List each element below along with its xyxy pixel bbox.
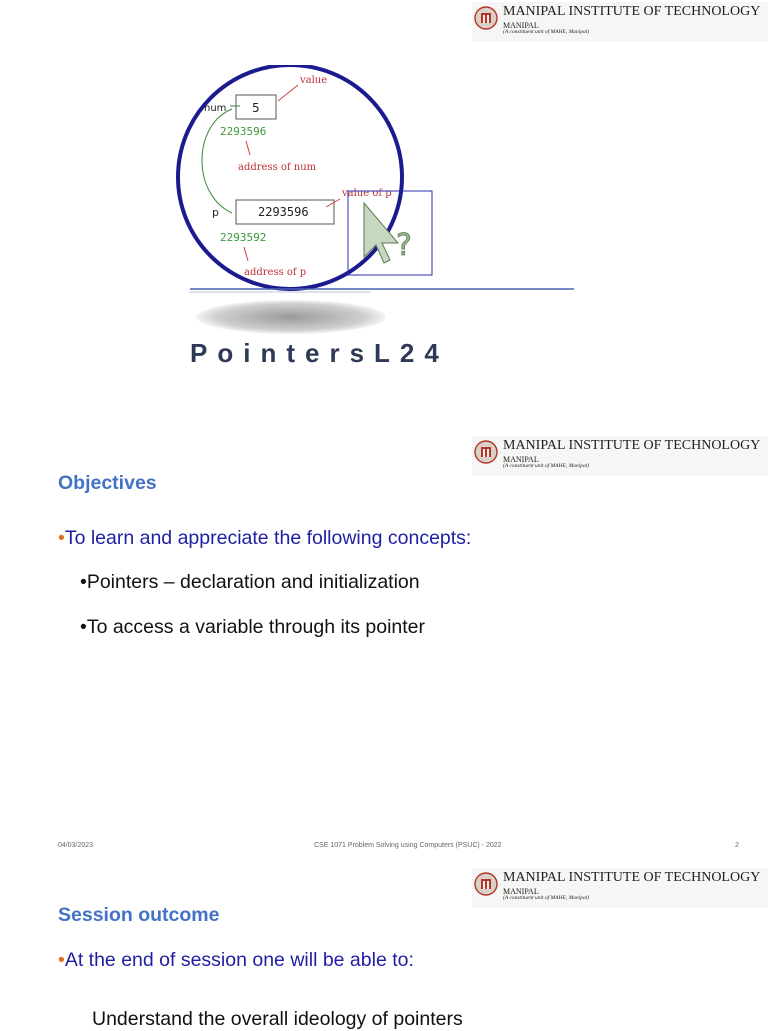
bullet-dot: • xyxy=(58,949,65,971)
institute-emblem-icon xyxy=(474,440,498,464)
address-of-p-label: address of p xyxy=(244,267,307,278)
bullet-dot: • xyxy=(58,527,65,549)
objective-text: Pointers – declaration and initialization xyxy=(86,571,420,593)
svg-text:?: ? xyxy=(396,228,412,263)
pointer-diagram xyxy=(170,65,590,295)
num-address: 2293596 xyxy=(220,125,267,138)
institute-emblem-icon xyxy=(474,6,498,30)
title-shadow xyxy=(196,300,386,334)
session-outcome-heading: Session outcome xyxy=(58,904,220,926)
logo-title: MANIPAL INSTITUTE OF TECHNOLOGY xyxy=(503,4,761,19)
p-label: p xyxy=(212,206,219,219)
num-value: 5 xyxy=(252,101,260,115)
num-label: num xyxy=(204,103,227,114)
logo-subtitle: MANIPAL xyxy=(503,887,539,896)
logo-title: MANIPAL INSTITUTE OF TECHNOLOGY xyxy=(503,438,761,453)
session-outcome-bullet xyxy=(58,949,414,972)
logo-title: MANIPAL INSTITUTE OF TECHNOLOGY xyxy=(503,870,761,885)
highlight-circle xyxy=(178,65,402,289)
logo-subtitle: MANIPAL xyxy=(503,455,539,464)
institute-logo xyxy=(472,2,768,42)
institute-logo xyxy=(472,868,768,908)
footer-course: CSE 1071 Problem Solving using Computers (PSUC) - 2022 xyxy=(314,842,502,849)
value-of-p-label: value of p xyxy=(342,188,392,199)
value-label: value xyxy=(300,75,328,86)
objectives-bullet xyxy=(58,527,471,550)
bullet-dot: • xyxy=(80,571,87,593)
p-value: 2293596 xyxy=(258,205,309,219)
objectives-heading: Objectives xyxy=(58,472,157,494)
logo-caption: (A constituent unit of MAHE, Manipal) xyxy=(503,895,590,901)
footer-date: 04/03/2023 xyxy=(58,842,94,849)
footer-page-number: 2 xyxy=(735,842,739,849)
p-address: 2293592 xyxy=(220,231,267,244)
objective-item xyxy=(80,616,425,639)
institute-logo xyxy=(472,436,768,476)
outcome-item: Understand the overall ideology of pointers xyxy=(92,1008,463,1030)
bullet-text: To learn and appreciate the following concepts: xyxy=(64,527,472,549)
address-of-num-label: address of num xyxy=(238,162,317,173)
bullet-text: At the end of session one will be able to: xyxy=(64,949,414,971)
logo-caption: (A constituent unit of MAHE, Manipal) xyxy=(503,29,590,35)
institute-emblem-icon xyxy=(474,872,498,896)
slide-title: PointersL24 xyxy=(190,338,449,368)
objective-text: To access a variable through its pointer xyxy=(86,616,426,638)
objective-item xyxy=(80,571,420,594)
logo-subtitle: MANIPAL xyxy=(503,21,539,30)
bullet-dot: • xyxy=(80,616,87,638)
logo-caption: (A constituent unit of MAHE, Manipal) xyxy=(503,463,590,469)
